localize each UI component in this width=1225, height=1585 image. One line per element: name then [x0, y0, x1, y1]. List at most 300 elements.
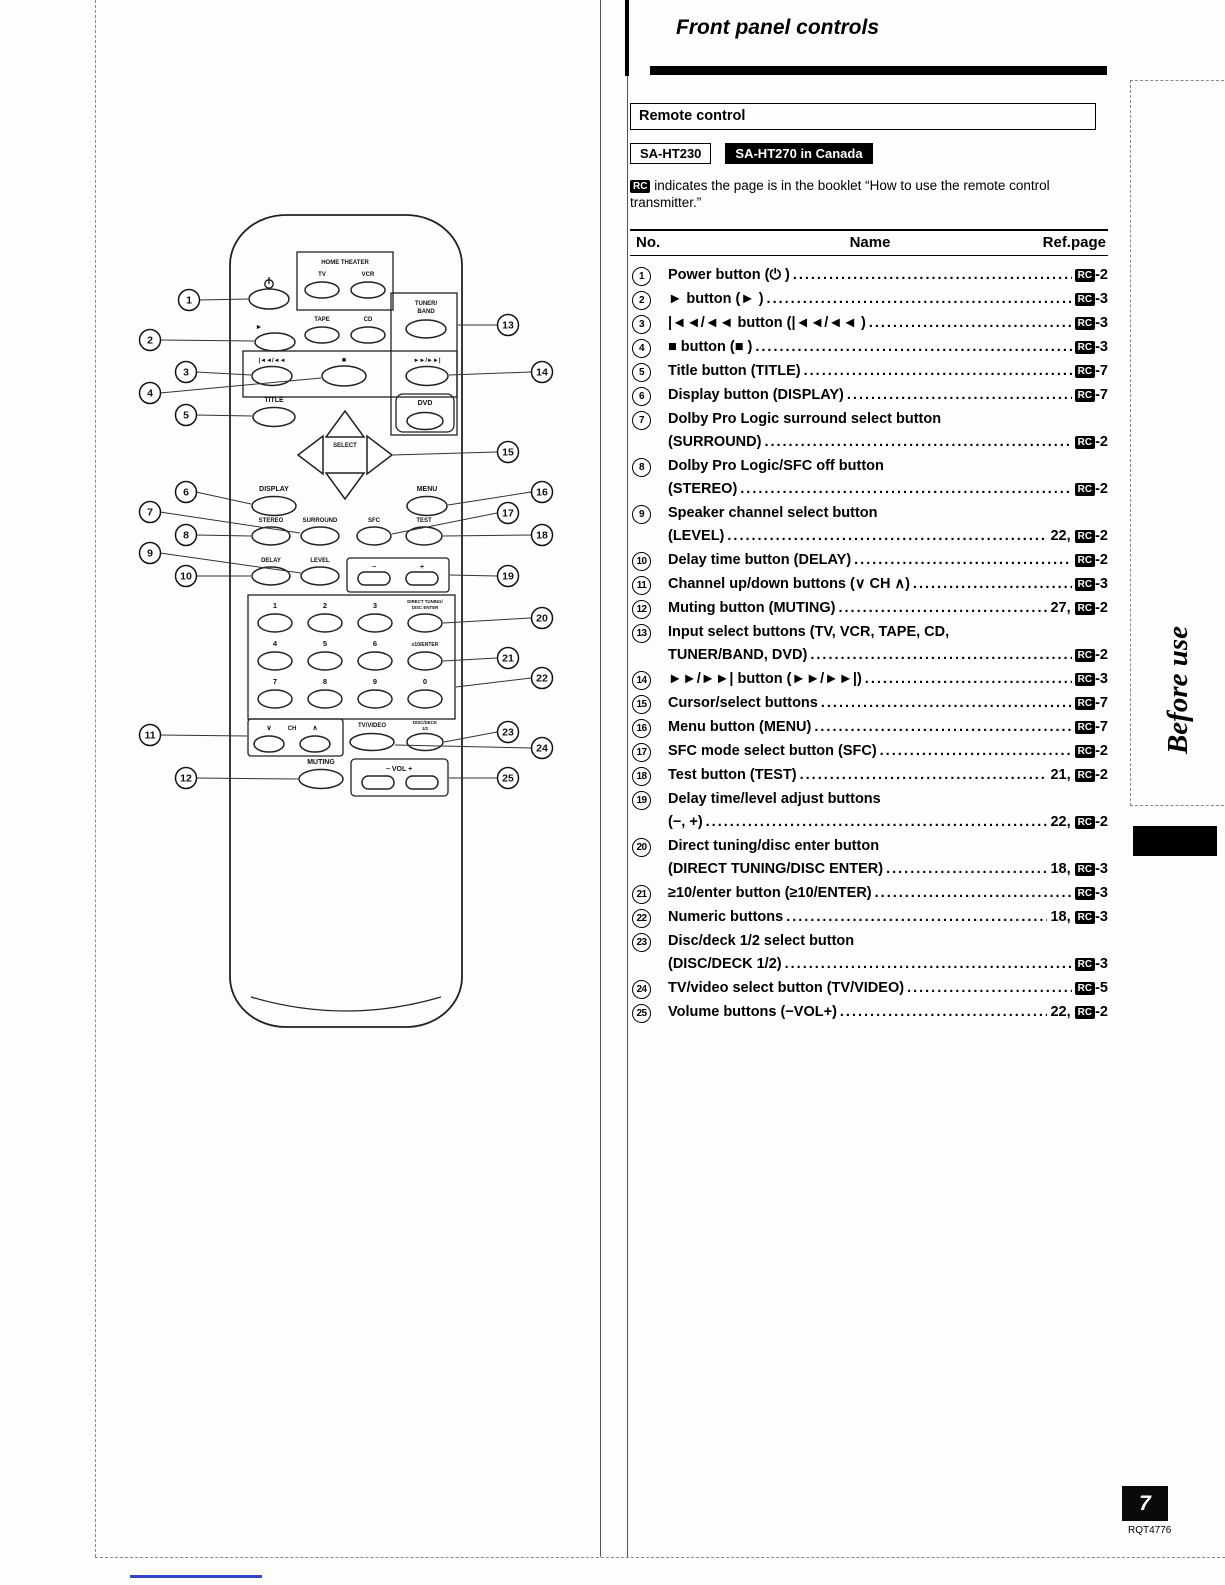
disc-deck-label: DISC/DECK — [412, 720, 438, 725]
digit-7-label: 7 — [272, 677, 278, 686]
digit-5-button — [308, 652, 342, 670]
row-number-badge: 11 — [632, 576, 651, 595]
rc-badge: RC — [1075, 911, 1095, 924]
digit-2-button — [308, 614, 342, 632]
dot-leader — [706, 811, 1048, 834]
dot-leader — [764, 431, 1071, 454]
callout-number: 2 — [147, 334, 153, 347]
dot-leader — [804, 360, 1072, 383]
vcr-button — [351, 282, 385, 298]
callout-number: 21 — [502, 652, 514, 665]
rc-badge: RC — [1075, 530, 1095, 543]
ref-suffix: -3 — [1095, 956, 1108, 972]
callout-3 — [176, 362, 197, 383]
dot-leader — [854, 549, 1071, 572]
rc-badge: RC — [1075, 554, 1095, 567]
model-badge-sa-ht270: SA-HT270 in Canada — [725, 143, 872, 164]
stereo-label: STEREO — [258, 518, 284, 524]
ref-suffix: -7 — [1095, 363, 1108, 379]
disc-enter-label: DISC ENTER — [411, 605, 439, 610]
section-title: Remote control — [630, 103, 1096, 130]
channel-label: CH — [287, 726, 297, 732]
remote-body-inner-line — [251, 997, 441, 1011]
direct-tuning-label: DIRECT TUNING/ — [407, 599, 443, 604]
ref-suffix: -2 — [1095, 267, 1108, 283]
callout-number: 12 — [180, 772, 192, 785]
digit-6-label: 6 — [372, 639, 378, 648]
ref-suffix: -3 — [1095, 671, 1108, 687]
rc-badge: RC — [1075, 649, 1095, 662]
cd-button — [351, 327, 385, 343]
callout-1 — [179, 290, 200, 311]
button-name: ►►/►►| button (►►/►►|) — [668, 671, 862, 687]
button-name: Cursor/select buttons — [668, 695, 818, 711]
callout-7 — [140, 502, 161, 523]
digit-7-button — [258, 690, 292, 708]
button-name: |◄◄/◄◄ button (|◄◄/◄◄ ) — [668, 315, 866, 331]
rc-badge: RC — [1075, 389, 1095, 402]
ref-suffix: -3 — [1095, 576, 1108, 592]
rc-badge: RC — [1075, 1006, 1095, 1019]
button-name: Dolby Pro Logic surround select button — [668, 411, 942, 427]
sfc-button — [357, 527, 391, 545]
callout-number: 10 — [180, 570, 192, 583]
callout-number: 8 — [183, 529, 189, 542]
button-name: Title button (TITLE) — [668, 363, 801, 379]
button-name: Power button (⏻ ) — [668, 267, 790, 283]
scan-artifact-mark — [130, 1575, 262, 1578]
ref-prefix: 22, — [1050, 1004, 1075, 1020]
button-reference-table — [630, 229, 1108, 1024]
button-name: TV/video select button (TV/VIDEO) — [668, 980, 905, 996]
ref-prefix: 27, — [1050, 600, 1075, 616]
rc-note — [630, 177, 1102, 211]
callout-number: 22 — [536, 672, 548, 685]
callout-number: 14 — [536, 366, 548, 379]
ten-enter-label: ≥10/ENTER — [411, 642, 439, 648]
power-button — [249, 289, 289, 309]
row-number-badge: 8 — [632, 458, 651, 477]
button-name: Delay time button (DELAY) — [668, 552, 852, 568]
model-badge-sa-ht230: SA-HT230 — [630, 143, 711, 164]
rc-note-text: indicates the page is in the booklet “How to use the remote control transmitter.” — [630, 178, 1050, 210]
table-row — [630, 502, 1108, 548]
remote-figure — [85, 195, 585, 1050]
table-header — [630, 229, 1108, 256]
table-row — [630, 455, 1108, 501]
ref-page — [1075, 360, 1108, 383]
vcr-label: VCR — [361, 272, 375, 278]
ref-suffix: -2 — [1095, 528, 1108, 544]
channel-down-button — [254, 736, 284, 752]
table-row — [630, 668, 1108, 691]
row-number-badge: 14 — [632, 671, 651, 690]
ref-page — [1075, 573, 1108, 596]
digit-8-button — [308, 690, 342, 708]
callout-5 — [176, 405, 197, 426]
digit-0-label: 0 — [422, 677, 428, 686]
minus-button — [358, 572, 390, 585]
dot-leader — [786, 906, 1047, 929]
callout-number: 11 — [144, 729, 156, 742]
digit-5-label: 5 — [322, 639, 328, 648]
rc-badge: RC — [1075, 365, 1095, 378]
document-code: RQT4776 — [1128, 1525, 1172, 1536]
table-row — [630, 882, 1108, 905]
row-number-badge: 1 — [632, 267, 651, 286]
header-rule-bar — [650, 66, 1107, 75]
button-name-2: (−, +) — [668, 814, 703, 830]
row-number-badge: 19 — [632, 791, 651, 810]
button-name: Channel up/down buttons (∨ CH ∧) — [668, 576, 910, 592]
table-row — [630, 384, 1108, 407]
button-name: Display button (DISPLAY) — [668, 387, 844, 403]
button-name-2: (DIRECT TUNING/DISC ENTER) — [668, 861, 884, 877]
table-row — [630, 977, 1108, 1000]
dot-leader — [810, 644, 1071, 667]
table-rows — [630, 256, 1108, 1024]
callout-2 — [140, 330, 161, 351]
ref-page — [1050, 906, 1108, 929]
ref-suffix: -2 — [1095, 600, 1108, 616]
table-row — [630, 692, 1108, 715]
ref-page — [1050, 811, 1108, 834]
col-header-no: No. — [636, 234, 661, 251]
tuner-band-label: TUNER/ — [414, 301, 438, 307]
table-row — [630, 906, 1108, 929]
ref-suffix: -2 — [1095, 767, 1108, 783]
ref-page — [1050, 1001, 1108, 1024]
ten-enter-button — [408, 652, 442, 670]
dot-leader — [840, 1001, 1048, 1024]
row-number-badge: 16 — [632, 719, 651, 738]
button-name: ■ button (■ ) — [668, 339, 753, 355]
callout-8 — [176, 525, 197, 546]
tv-label: TV — [318, 272, 326, 278]
ref-prefix: 21, — [1050, 767, 1075, 783]
rc-badge: RC — [1075, 578, 1095, 591]
table-row — [630, 930, 1108, 976]
callout-9 — [140, 543, 161, 564]
plus-button — [406, 572, 438, 585]
table-row — [630, 1001, 1108, 1024]
ref-suffix: -3 — [1095, 315, 1108, 331]
callout-24 — [532, 738, 553, 759]
cursor-right-button — [367, 436, 392, 474]
callout-number: 13 — [502, 319, 514, 332]
level-button — [301, 567, 339, 585]
table-row — [630, 549, 1108, 572]
volume-up-button — [406, 776, 438, 789]
tape-label: TAPE — [314, 317, 330, 323]
scan-fold-line-bottom — [95, 1557, 1225, 1558]
digit-8-label: 8 — [322, 677, 328, 686]
ref-page — [1050, 764, 1108, 787]
row-number-badge: 3 — [632, 315, 651, 334]
table-row — [630, 312, 1108, 335]
dot-leader — [800, 764, 1048, 787]
button-name-2: (STEREO) — [668, 481, 738, 497]
direct-tuning-disc-enter-button — [408, 614, 442, 632]
surround-button — [301, 527, 339, 545]
table-row — [630, 764, 1108, 787]
ref-page — [1075, 668, 1108, 691]
cd-label: CD — [363, 317, 373, 323]
ref-suffix: -5 — [1095, 980, 1108, 996]
button-name: ► button (► ) — [668, 291, 764, 307]
menu-button — [407, 497, 447, 516]
disc-deck-label-2: 1/2 — [421, 726, 429, 731]
rc-badge: RC — [1075, 483, 1095, 496]
rc-badge: RC — [630, 180, 650, 193]
col-header-name: Name — [849, 234, 891, 251]
tv-button — [305, 282, 339, 298]
button-name: Muting button (MUTING) — [668, 600, 836, 616]
table-row — [630, 408, 1108, 454]
table-row — [630, 288, 1108, 311]
menu-label: MENU — [416, 486, 438, 493]
ref-page — [1075, 882, 1108, 905]
callout-number: 6 — [183, 486, 189, 499]
row-number-badge: 12 — [632, 600, 651, 619]
dot-leader — [869, 312, 1072, 335]
dvd-label: DVD — [417, 400, 433, 407]
callout-number: 9 — [147, 547, 153, 560]
callout-6 — [176, 482, 197, 503]
callout-number: 24 — [536, 742, 548, 755]
sfc-label: SFC — [368, 518, 380, 524]
callout-number: 7 — [147, 506, 153, 519]
surround-label: SURROUND — [302, 518, 338, 524]
ref-suffix: -7 — [1095, 719, 1108, 735]
select-label: SELECT — [333, 443, 357, 449]
home-theater-label: HOME THEATER — [321, 260, 369, 266]
dot-leader — [839, 597, 1048, 620]
table-row — [630, 573, 1108, 596]
rc-badge: RC — [1075, 269, 1095, 282]
ref-suffix: -7 — [1095, 695, 1108, 711]
ref-prefix: 22, — [1050, 814, 1075, 830]
table-row — [630, 621, 1108, 667]
content-column — [630, 0, 1108, 1025]
digit-1-button — [258, 614, 292, 632]
delay-label: DELAY — [261, 558, 281, 564]
row-number-badge: 25 — [632, 1004, 651, 1023]
callout-19 — [498, 566, 519, 587]
table-row — [630, 597, 1108, 620]
title-label: TITLE — [264, 397, 284, 404]
dot-leader — [865, 668, 1072, 691]
rc-badge: RC — [1075, 982, 1095, 995]
callout-20 — [532, 608, 553, 629]
row-number-badge: 17 — [632, 743, 651, 762]
delay-button — [252, 567, 290, 585]
page-number: 7 — [1122, 1486, 1168, 1521]
button-name-2: (SURROUND) — [668, 434, 762, 450]
button-name: ≥10/enter button (≥10/ENTER) — [668, 885, 872, 901]
row-number-badge: 6 — [632, 387, 651, 406]
ref-page — [1050, 858, 1108, 881]
button-name: Test button (TEST) — [668, 767, 797, 783]
row-number-badge: 20 — [632, 838, 651, 857]
minus-label: − — [371, 564, 377, 571]
ref-page — [1075, 953, 1108, 976]
cursor-left-button — [298, 436, 323, 474]
ref-page — [1050, 597, 1108, 620]
dot-leader — [880, 740, 1072, 763]
callout-number: 18 — [536, 529, 548, 542]
dot-leader — [821, 692, 1072, 715]
button-name: Direct tuning/disc enter button — [668, 838, 880, 854]
rc-badge: RC — [1075, 721, 1095, 734]
callout-number: 1 — [186, 294, 192, 307]
callout-number: 17 — [502, 507, 514, 520]
ref-page — [1075, 692, 1108, 715]
rc-badge: RC — [1075, 602, 1095, 615]
ref-suffix: -3 — [1095, 909, 1108, 925]
page-title: Front panel controls — [676, 16, 880, 39]
rc-badge: RC — [1075, 341, 1095, 354]
button-name: SFC mode select button (SFC) — [668, 743, 877, 759]
callout-17 — [498, 503, 519, 524]
dot-leader — [875, 882, 1072, 905]
channel-down-label: ∨ — [266, 725, 272, 732]
table-row — [630, 740, 1108, 763]
callout-22 — [532, 668, 553, 689]
test-label: TEST — [416, 518, 432, 524]
rc-badge: RC — [1075, 958, 1095, 971]
dot-leader — [740, 478, 1071, 501]
power-icon — [265, 277, 273, 288]
dot-leader — [793, 264, 1072, 287]
row-number-badge: 10 — [632, 552, 651, 571]
ref-page — [1050, 525, 1108, 548]
muting-button — [299, 770, 343, 789]
row-number-badge: 4 — [632, 339, 651, 358]
dot-leader — [814, 716, 1071, 739]
dot-leader — [886, 858, 1047, 881]
callout-number: 19 — [502, 570, 514, 583]
callout-11 — [140, 725, 161, 746]
header-rule-vertical — [625, 0, 629, 76]
ref-suffix: -3 — [1095, 291, 1108, 307]
column-divider-line-2 — [627, 0, 628, 1557]
ref-prefix: 18, — [1050, 909, 1075, 925]
row-number-badge: 21 — [632, 885, 651, 904]
ref-page — [1075, 312, 1108, 335]
ref-prefix: 18, — [1050, 861, 1075, 877]
display-button — [252, 497, 296, 516]
digit-9-button — [358, 690, 392, 708]
table-row — [630, 716, 1108, 739]
callout-4 — [140, 383, 161, 404]
ref-page — [1075, 264, 1108, 287]
channel-up-label: ∧ — [312, 725, 318, 732]
button-name: Disc/deck 1/2 select button — [668, 933, 855, 949]
ref-page — [1075, 977, 1108, 1000]
callout-18 — [532, 525, 553, 546]
ref-suffix: -2 — [1095, 1004, 1108, 1020]
digit-1-label: 1 — [272, 601, 278, 610]
button-name: Numeric buttons — [668, 909, 784, 925]
ref-page — [1075, 431, 1108, 454]
row-number-badge: 15 — [632, 695, 651, 714]
ref-suffix: -3 — [1095, 339, 1108, 355]
ref-suffix: -7 — [1095, 387, 1108, 403]
callout-13 — [498, 315, 519, 336]
title-button — [253, 408, 295, 427]
level-label: LEVEL — [310, 558, 330, 564]
digit-6-button — [358, 652, 392, 670]
row-number-badge: 5 — [632, 363, 651, 382]
callout-12 — [176, 768, 197, 789]
ref-page — [1075, 716, 1108, 739]
rc-badge: RC — [1075, 887, 1095, 900]
ref-page — [1075, 336, 1108, 359]
sidebar-tab-marker — [1133, 826, 1217, 856]
callout-15 — [498, 442, 519, 463]
button-name-2: (LEVEL) — [668, 528, 725, 544]
rc-badge: RC — [1075, 816, 1095, 829]
ref-page — [1075, 478, 1108, 501]
tv-video-label: TV/VIDEO — [357, 723, 387, 729]
ref-page — [1075, 549, 1108, 572]
tape-button — [305, 327, 339, 343]
ref-suffix: -2 — [1095, 647, 1108, 663]
digit-3-label: 3 — [372, 601, 378, 610]
display-label: DISPLAY — [259, 486, 289, 493]
channel-up-button — [300, 736, 330, 752]
cursor-down-button — [326, 473, 364, 499]
ref-prefix: 22, — [1050, 528, 1075, 544]
row-number-badge: 9 — [632, 505, 651, 524]
dot-leader — [913, 573, 1072, 596]
skip-back-label: |◄◄/◄◄ — [258, 358, 286, 364]
table-row — [630, 835, 1108, 881]
plus-label: + — [419, 564, 425, 571]
digit-4-button — [258, 652, 292, 670]
button-name-2: (DISC/DECK 1/2) — [668, 956, 782, 972]
dot-leader — [847, 384, 1072, 407]
cursor-pad — [298, 411, 392, 499]
ref-suffix: -2 — [1095, 743, 1108, 759]
remote-control-diagram — [85, 195, 585, 1045]
callout-10 — [176, 566, 197, 587]
sidebar-section-label: Before use — [1161, 625, 1194, 755]
row-number-badge: 24 — [632, 980, 651, 999]
digit-0-button — [408, 690, 442, 708]
volume-down-button — [362, 776, 394, 789]
sidebar-section — [1156, 580, 1200, 800]
button-name: Input select buttons (TV, VCR, TAPE, CD, — [668, 624, 950, 640]
play-button — [255, 333, 295, 351]
button-name: Dolby Pro Logic/SFC off button — [668, 458, 884, 474]
dot-leader — [767, 288, 1072, 311]
tuner-band-label-2: BAND — [417, 309, 435, 315]
callout-14 — [532, 362, 553, 383]
button-name-2: TUNER/BAND, DVD) — [668, 647, 808, 663]
callout-number: 25 — [502, 772, 514, 785]
rc-badge: RC — [1075, 436, 1095, 449]
digit-2-label: 2 — [322, 601, 328, 610]
ref-suffix: -2 — [1095, 552, 1108, 568]
column-divider-line-1 — [600, 0, 601, 1557]
dot-leader — [907, 977, 1072, 1000]
callout-number: 3 — [183, 366, 189, 379]
dvd-button — [407, 413, 443, 430]
row-number-badge: 18 — [632, 767, 651, 786]
row-number-badge: 22 — [632, 909, 651, 928]
